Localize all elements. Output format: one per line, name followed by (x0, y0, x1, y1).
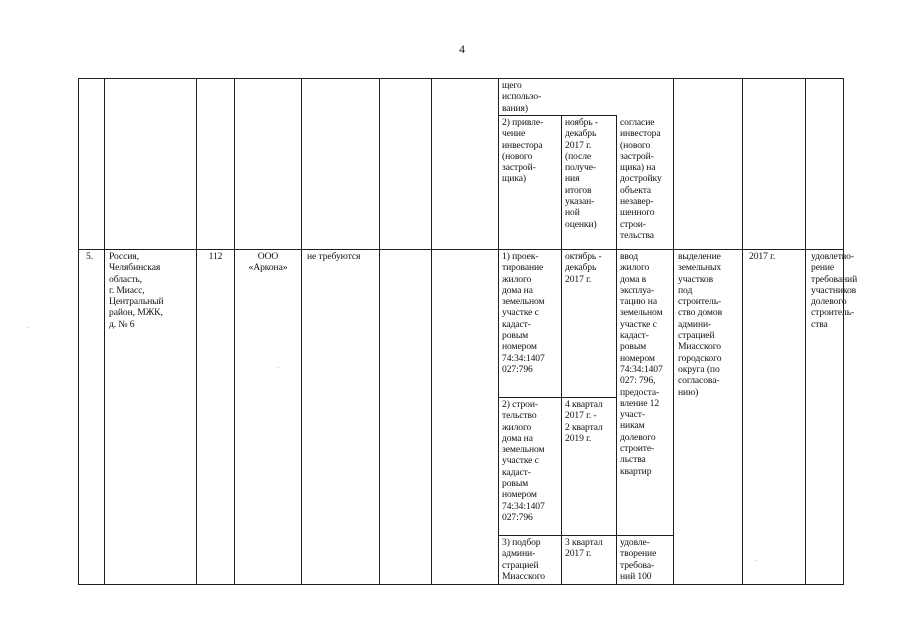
row-line (498, 535, 673, 536)
address-cell: Россия, Челябинская область, г. Миасс, Центральный район, МЖК, д. № 6 (109, 251, 164, 330)
col-line (104, 78, 105, 585)
row-number: 5. (86, 251, 93, 262)
col-line (379, 78, 380, 585)
row-line (498, 397, 616, 398)
sub-col-line (616, 115, 617, 585)
sub3-deadline-cell: 3 квартал 2017 г. (565, 537, 603, 560)
col-line (742, 78, 743, 585)
scan-speck (755, 560, 756, 561)
sub2-construction-deadline-cell: 4 квартал 2017 г. - 2 квартал 2019 г. (565, 399, 603, 444)
sub2-action-cell: 2) привле- чение инвестора (нового застрой- щика) (502, 117, 544, 185)
outcome-cell: удовлетво- рение требований участников долевого строитель- ства (811, 251, 858, 330)
requirement-cell: не требуются (307, 251, 361, 262)
page-number: 4 (459, 42, 465, 56)
row-line (78, 249, 844, 250)
table-bottom-border (78, 584, 844, 585)
sub-col-line (561, 115, 562, 585)
stage-tail-text: щего использо- вания) (502, 80, 542, 114)
year-cell: 2017 г. (749, 251, 776, 262)
count-cell: 112 (208, 251, 223, 262)
col-line (196, 78, 197, 585)
col-line (673, 78, 674, 585)
col-line (498, 78, 499, 585)
sub1-action-cell: 1) проек- тирование жилого дома на земельном участке с кадаст- ровым номером 74:34:1407 027:796 (502, 251, 545, 375)
sub3-result-cell: удовле- творение требова- ний 100 (620, 537, 657, 582)
developer-cell: ООО «Аркона» (248, 251, 288, 274)
sub3-action-cell: 3) подбор админи- страцией Миасского (502, 537, 546, 582)
col-line (301, 78, 302, 585)
col-line (805, 78, 806, 585)
sub2-deadline-cell: ноябрь - декабрь 2017 г. (после получе- ния итогов указан- ной оценки) (565, 117, 599, 230)
measure-cell: выделение земельных участков под строитель- ство домов админи- страцией Миасского городского округа (по согласова- нию) (678, 251, 723, 398)
row-line (498, 115, 616, 116)
sub2-result-cell: согласие инвестора (нового застрой- щика) на достройку объекта незавер- шенного строи- тельства (620, 117, 662, 241)
merged-result-cell: ввод жилого дома в эксплуа- тацию на земельном участке с кадаст- ровым номером 74:34:1407 027: 796, предоста- вление 12 участ- никам долевого строите- льства квартир (620, 251, 663, 477)
scan-speck (278, 367, 279, 368)
col-line (431, 78, 432, 585)
table-left-border (78, 78, 79, 585)
col-line (234, 78, 235, 585)
sub1-deadline-cell: октябрь - декабрь 2017 г. (565, 251, 602, 285)
table-top-border (78, 78, 844, 79)
sub2-construction-action-cell: 2) строи- тельство жилого дома на земельном участке с кадаст- ровым номером 74:34:1407 027:796 (502, 399, 545, 523)
table-right-border (843, 78, 844, 585)
scan-speck (27, 327, 28, 328)
